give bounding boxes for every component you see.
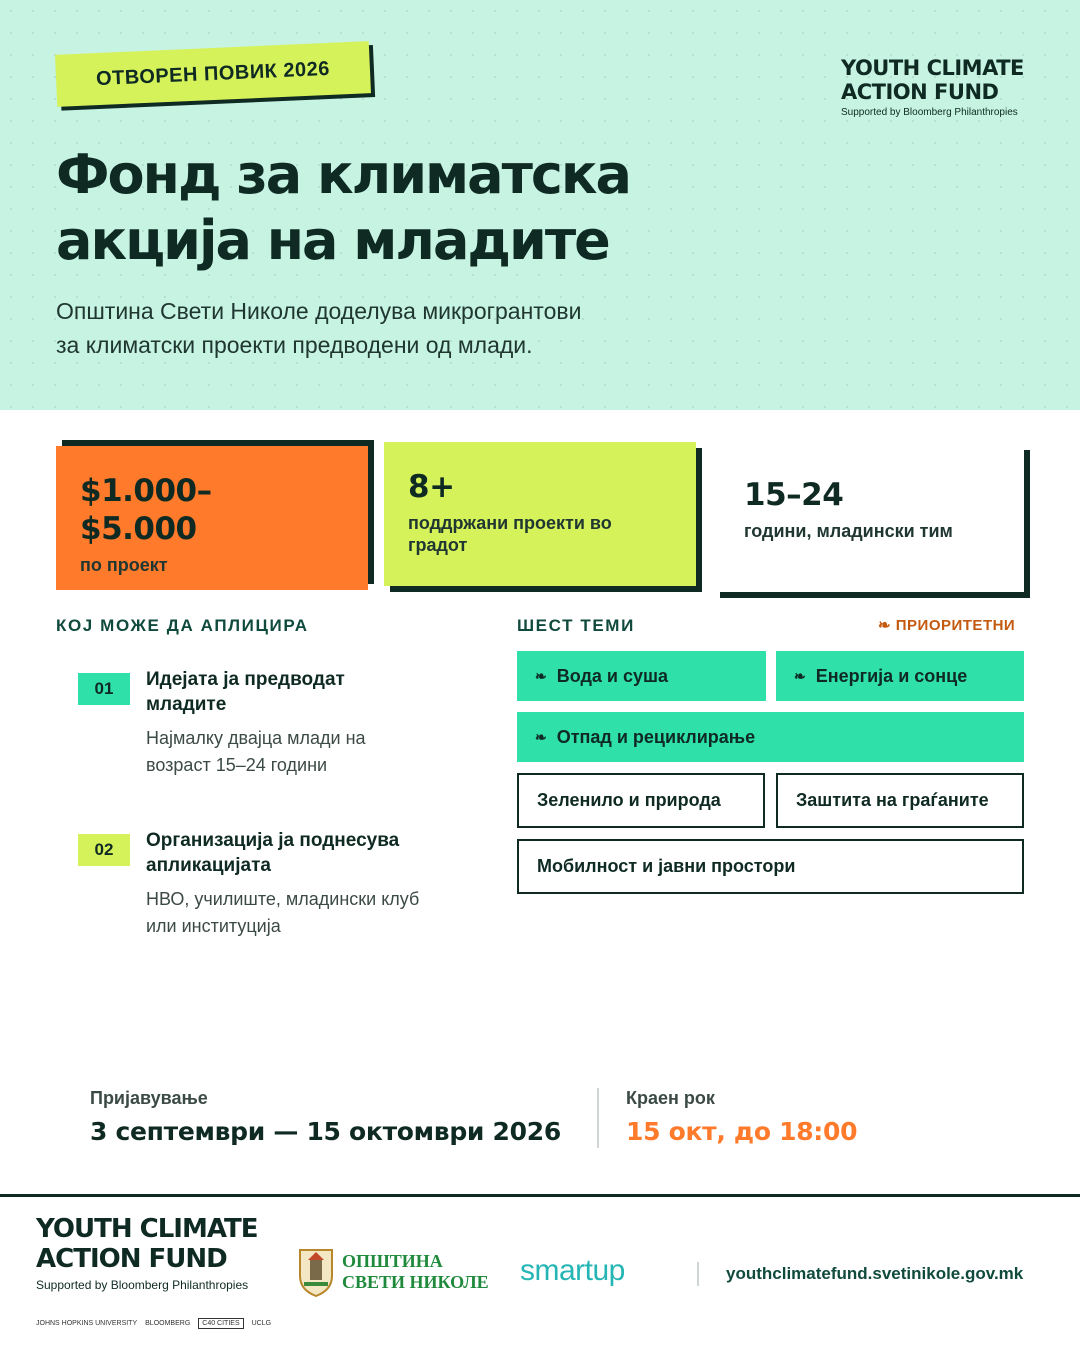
- deadline-value: 15 окт, до 18:00: [626, 1117, 858, 1146]
- footer-divider: [697, 1262, 699, 1286]
- municipality-logo: [296, 1246, 489, 1298]
- partner-c40: C40 CITIES: [198, 1318, 243, 1329]
- step-title-line-2: апликацијата: [146, 855, 271, 876]
- sprout-icon: ❧: [878, 617, 892, 634]
- coat-of-arms-icon: [296, 1246, 336, 1298]
- step-desc-line-2: или институција: [146, 916, 281, 936]
- topic-label: Заштита на граѓаните: [796, 790, 989, 810]
- topic-water: [517, 651, 766, 701]
- brand-line-2: ACTION FUND: [841, 80, 999, 104]
- step-desc-line-1: НВО, училиште, младински клуб: [146, 889, 420, 909]
- stat-card-projects: [384, 442, 696, 586]
- topic-mobility: [517, 839, 1024, 894]
- dates-divider: [597, 1088, 599, 1148]
- brand-line-1: YOUTH CLIMATE: [841, 56, 1024, 80]
- step-number: 02: [78, 834, 130, 866]
- step-title-line-2: младите: [146, 694, 227, 715]
- topic-energy: [776, 651, 1024, 701]
- topic-label: Вода и суша: [556, 665, 669, 686]
- footer-brand-line-1: YOUTH CLIMATE: [36, 1214, 258, 1244]
- municipality-line-2: СВЕТИ НИКОЛЕ: [342, 1272, 489, 1292]
- sprout-icon: ❧: [535, 728, 547, 745]
- stat-label: по проект: [80, 555, 168, 575]
- title-line-2: акција на младите: [56, 209, 609, 272]
- eligibility-heading: КОЈ МОЖЕ ДА АПЛИЦИРА: [56, 616, 309, 635]
- stat-label-line-1: поддржани проекти во: [408, 513, 612, 533]
- brand-logo-footer: [36, 1214, 257, 1292]
- stat-card-age: [720, 450, 1030, 598]
- stat-value: 15–24: [744, 477, 844, 513]
- step-desc: [146, 725, 456, 779]
- stat-card-grant: [56, 446, 368, 590]
- deadline-label: Краен рок: [626, 1088, 715, 1108]
- apply-value: 3 септември — 15 октомври 2026: [90, 1117, 561, 1146]
- stat-label: години, младински тим: [744, 521, 953, 541]
- page-title: [56, 142, 630, 274]
- step-number: 01: [78, 673, 130, 705]
- topic-label: Енергија и сонце: [815, 665, 968, 686]
- municipality-name: [342, 1251, 489, 1293]
- intro-line-2: за климатски проекти предводени од млади.: [56, 332, 533, 358]
- step-title-line-1: Идејата ја предводат: [146, 669, 345, 690]
- partner-bloomberg: BLOOMBERG: [145, 1320, 191, 1327]
- step-title: [146, 828, 446, 878]
- topic-protection: [776, 773, 1024, 828]
- stat-label-line-2: градот: [408, 535, 468, 555]
- stat-value-line-2: $5.000: [80, 511, 197, 547]
- topic-label: Отпад и рециклирање: [556, 726, 756, 747]
- deadline: [626, 1088, 857, 1146]
- topic-waste: [517, 712, 1024, 762]
- website-link[interactable]: youthclimatefund.svetinikole.gov.mk: [726, 1264, 1024, 1283]
- smartup-logo: smartup: [520, 1254, 625, 1287]
- topic-label: Мобилност и јавни простори: [537, 856, 796, 876]
- municipality-line-1: ОПШТИНА: [342, 1251, 443, 1271]
- priority-legend: [878, 616, 1015, 634]
- stat-value: 8+: [408, 469, 455, 505]
- application-period: [90, 1088, 561, 1146]
- intro-line-1: Општина Свети Николе доделува микрогрантови: [56, 298, 582, 324]
- footer-brand-sub: Supported by Bloomberg Philanthropies: [36, 1278, 249, 1292]
- step-desc: [146, 886, 456, 940]
- partner-uclg: UCLG: [251, 1320, 272, 1327]
- partner-jhu: JOHNS HOPKINS UNIVERSITY: [36, 1320, 138, 1327]
- step-title: [146, 667, 446, 717]
- open-call-tag: ОТВОРЕН ПОВИК 2026: [55, 41, 371, 107]
- topics-heading: ШЕСТ ТЕМИ: [517, 616, 635, 635]
- intro-text: [56, 294, 581, 362]
- stat-value-line-1: $1.000–: [80, 473, 212, 509]
- step-desc-line-1: Најмалку двајца млади на: [146, 728, 366, 748]
- partner-logos: [36, 1318, 271, 1329]
- sprout-icon: ❧: [535, 667, 547, 684]
- apply-label: Пријавување: [90, 1088, 208, 1108]
- topic-label: Зеленило и природа: [537, 790, 721, 810]
- step-title-line-1: Организација ја поднесува: [146, 830, 400, 851]
- sprout-icon: ❧: [794, 667, 806, 684]
- title-line-1: Фонд за климатска: [56, 143, 631, 206]
- topic-greenery: [517, 773, 765, 828]
- footer-brand-line-2: ACTION FUND: [36, 1244, 227, 1274]
- brand-sub: Supported by Bloomberg Philanthropies: [841, 107, 1018, 118]
- priority-label: ПРИОРИТЕТНИ: [895, 617, 1016, 634]
- step-desc-line-2: возраст 15–24 години: [146, 755, 328, 775]
- brand-logo-top: [841, 56, 1041, 118]
